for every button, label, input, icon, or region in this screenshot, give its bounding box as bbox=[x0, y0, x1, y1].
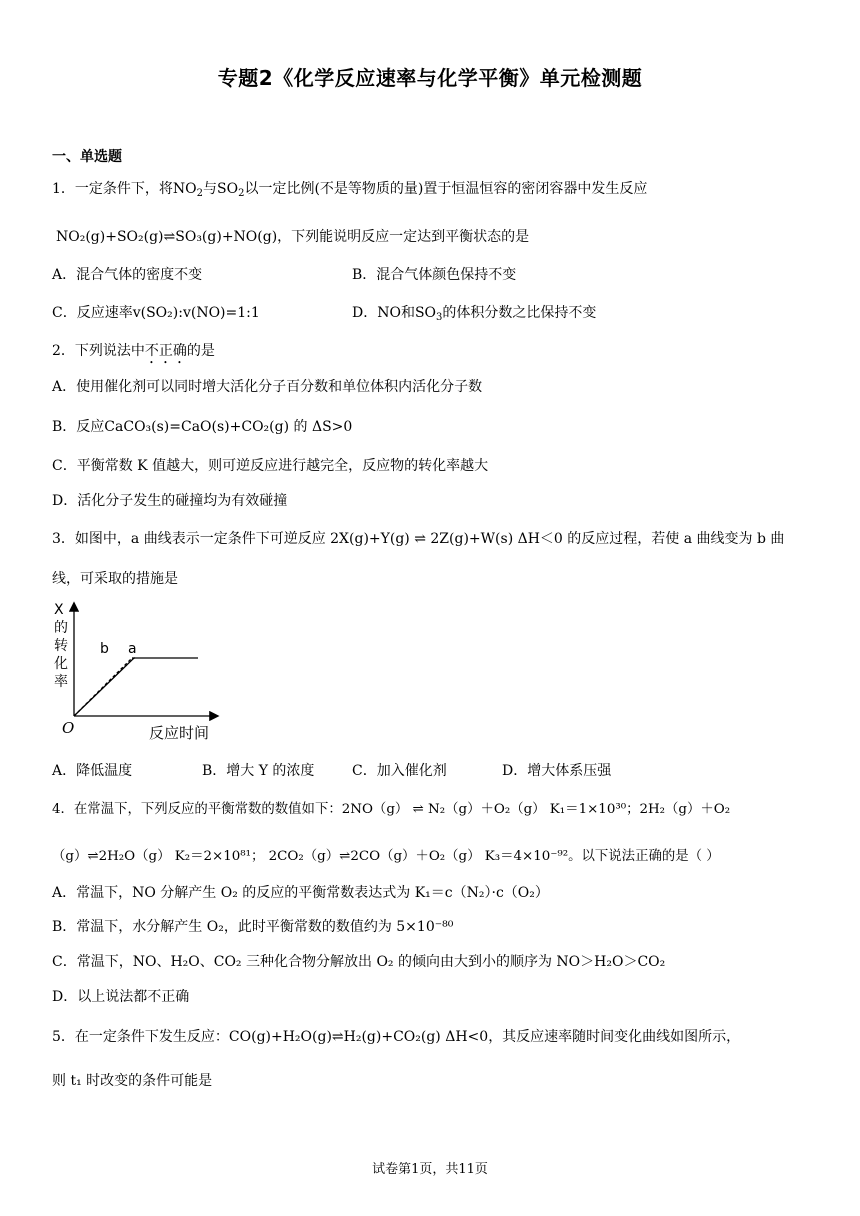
x-axis-label: 反应时间 bbox=[149, 724, 210, 742]
emphasis-not-correct: 不正确 bbox=[144, 343, 187, 359]
question-2-option-b: B．反应CaCO₃(s)=CaO(s)+CO₂(g) 的 ΔS>0 bbox=[52, 419, 353, 435]
question-4-stem-line2: （g）⇌2H₂O（g） K₂＝2×10⁸¹； 2CO₂（g）⇌2CO（g）＋O₂（g） K₃＝4×10⁻⁹²。以下说法正确的是（ ） bbox=[52, 849, 720, 864]
question-5-stem-line2: 则 t₁ 时改变的条件可能是 bbox=[52, 1073, 213, 1089]
question-5-stem-line1: 5．在一定条件下发生反应：CO(g)+H₂O(g)⇌H₂(g)+CO₂(g) ΔH<0，其反应速率随时间变化曲线如图所示， bbox=[52, 1029, 741, 1045]
conversion-rate-graph bbox=[52, 598, 232, 748]
curve-a bbox=[74, 658, 134, 716]
curve-b-label: b bbox=[100, 641, 109, 657]
y-label-1: X bbox=[54, 602, 64, 618]
question-3-option-d: D．增大体系压强 bbox=[502, 763, 612, 779]
question-4-stem-line1: 4．在常温下，下列反应的平衡常数的数值如下：2NO（g） ⇌ N₂（g）＋O₂（g） K₁＝1×10³⁰；2H₂（g）＋O₂ bbox=[52, 802, 731, 817]
question-2-option-c: C．平衡常数 K 值越大，则可逆反应进行越完全，反应物的转化率越大 bbox=[52, 458, 489, 474]
question-1-equation: NO₂(g)+SO₂(g)⇌SO₃(g)+NO(g)，下列能说明反应一定达到平衡状态的是 bbox=[56, 229, 530, 245]
question-4-option-d: D．以上说法都不正确 bbox=[52, 989, 190, 1005]
question-4-option-b: B．常温下，水分解产生 O₂，此时平衡常数的数值约为 5×10⁻⁸⁰ bbox=[52, 919, 454, 935]
question-4-option-c: C．常温下，NO、H₂O、CO₂ 三种化合物分解放出 O₂ 的倾向由大到小的顺序为 NO＞H₂O＞CO₂ bbox=[52, 954, 666, 970]
origin-label: O bbox=[62, 719, 75, 737]
question-3-stem-line1: 3．如图中，a 曲线表示一定条件下可逆反应 2X(g)+Y(g) ⇌ 2Z(g)+W(s) ΔH＜0 的反应过程，若使 a 曲线变为 b 曲 bbox=[52, 531, 785, 547]
page-footer: 试卷第1页，共11页 bbox=[372, 1162, 488, 1177]
y-label-3: 转 bbox=[54, 638, 68, 654]
page-title: 专题2《化学反应速率与化学平衡》单元检测题 bbox=[217, 66, 643, 90]
question-1-option-a: A．混合气体的密度不变 bbox=[52, 267, 203, 283]
question-2-option-d: D．活化分子发生的碰撞均为有效碰撞 bbox=[52, 493, 288, 509]
y-label-2: 的 bbox=[54, 620, 68, 636]
question-2-stem: 2．下列说法中不正确的是 bbox=[52, 343, 215, 359]
question-3-option-c: C．加入催化剂 bbox=[352, 763, 447, 779]
question-1-option-d: D．NO和$SO_3$的体积分数之比保持不变 bbox=[352, 305, 597, 323]
curve-a-label: a bbox=[128, 641, 137, 657]
question-3-option-b: B．增大 Y 的浓度 bbox=[202, 763, 315, 779]
question-2-option-a: A．使用催化剂可以同时增大活化分子百分数和单位体积内活化分子数 bbox=[52, 379, 483, 395]
question-3-option-a: A．降低温度 bbox=[52, 763, 133, 779]
question-1-option-b: B．混合气体颜色保持不变 bbox=[352, 267, 517, 283]
question-1-option-c: C．反应速率v(SO₂):v(NO)=1:1 bbox=[52, 305, 260, 321]
y-label-4: 化 bbox=[54, 656, 68, 672]
section-heading: 一、单选题 bbox=[52, 149, 122, 165]
y-label-5: 率 bbox=[54, 674, 68, 690]
question-3-stem-line2: 线，可采取的措施是 bbox=[52, 571, 178, 587]
question-1-stem: 1．一定条件下，将$NO_2$与$SO_2$以一定比例(不是等物质的量)置于恒温恒容的密闭容器中发生反应 bbox=[52, 181, 648, 199]
question-4-option-a: A．常温下，NO 分解产生 O₂ 的反应的平衡常数表达式为 K₁＝c（N₂）·c（O₂） bbox=[52, 885, 549, 901]
